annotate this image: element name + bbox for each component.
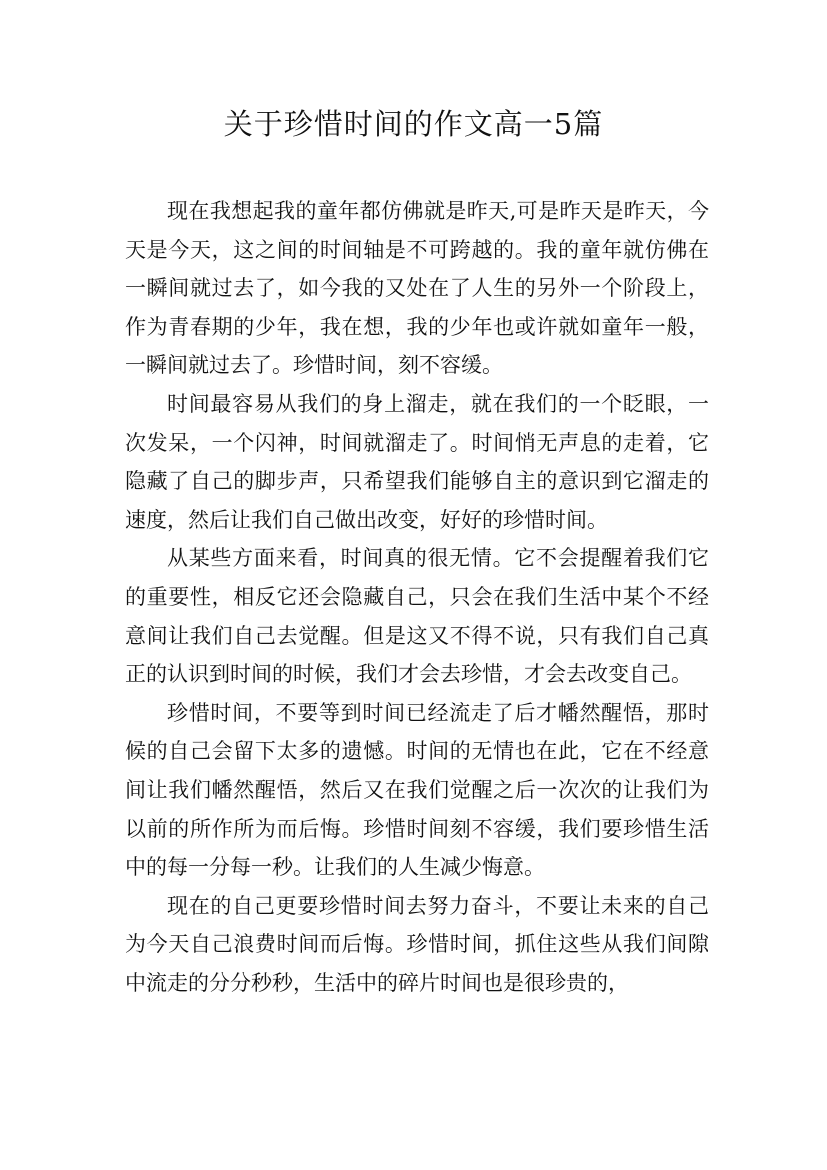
paragraph-1: 现在我想起我的童年都仿佛就是昨天,可是昨天是昨天，今天是今天，这之间的时间轴是不可跨越的。我的童年就仿佛在一瞬间就过去了，如今我的又处在了人生的另外一个阶段上，作为青春期的少年，我在想，我的少年也或许就如童年一般，一瞬间就过去了。珍惜时间，刻不容缓。: [125, 199, 709, 378]
paragraph-3: 从某些方面来看，时间真的很无情。它不会提醒着我们它的重要性，相反它还会隐藏自己，只会在我们生活中某个不经意间让我们自己去觉醒。但是这又不得不说，只有我们自己真正的认识到时间的时候，我们才会去珍惜，才会去改变自己。: [125, 546, 709, 687]
paragraph-5: 现在的自己更要珍惜时间去努力奋斗，不要让未来的自己为今天自己浪费时间而后悔。珍惜时间，抓住这些从我们间隙中流走的分分秒秒，生活中的碎片时间也是很珍贵的，: [125, 893, 709, 995]
paragraph-4: 珍惜时间，不要等到时间已经流走了后才幡然醒悟，那时候的自己会留下太多的遗憾。时间的无情也在此，它在不经意间让我们幡然醒悟，然后又在我们觉醒之后一次次的让我们为以前的所作所为而后悔。珍惜时间刻不容缓，我们要珍惜生活中的每一分每一秒。让我们的人生减少悔意。: [125, 700, 709, 880]
document-body: [125, 192, 709, 1002]
document-title: 关于珍惜时间的作文高一5篇: [223, 107, 604, 141]
paragraph-2: 时间最容易从我们的身上溜走，就在我们的一个眨眼，一次发呆，一个闪神，时间就溜走了。时间悄无声息的走着，它隐藏了自己的脚步声，只希望我们能够自主的意识到它溜走的速度，然后让我们自己做出改变，好好的珍惜时间。: [125, 391, 709, 532]
